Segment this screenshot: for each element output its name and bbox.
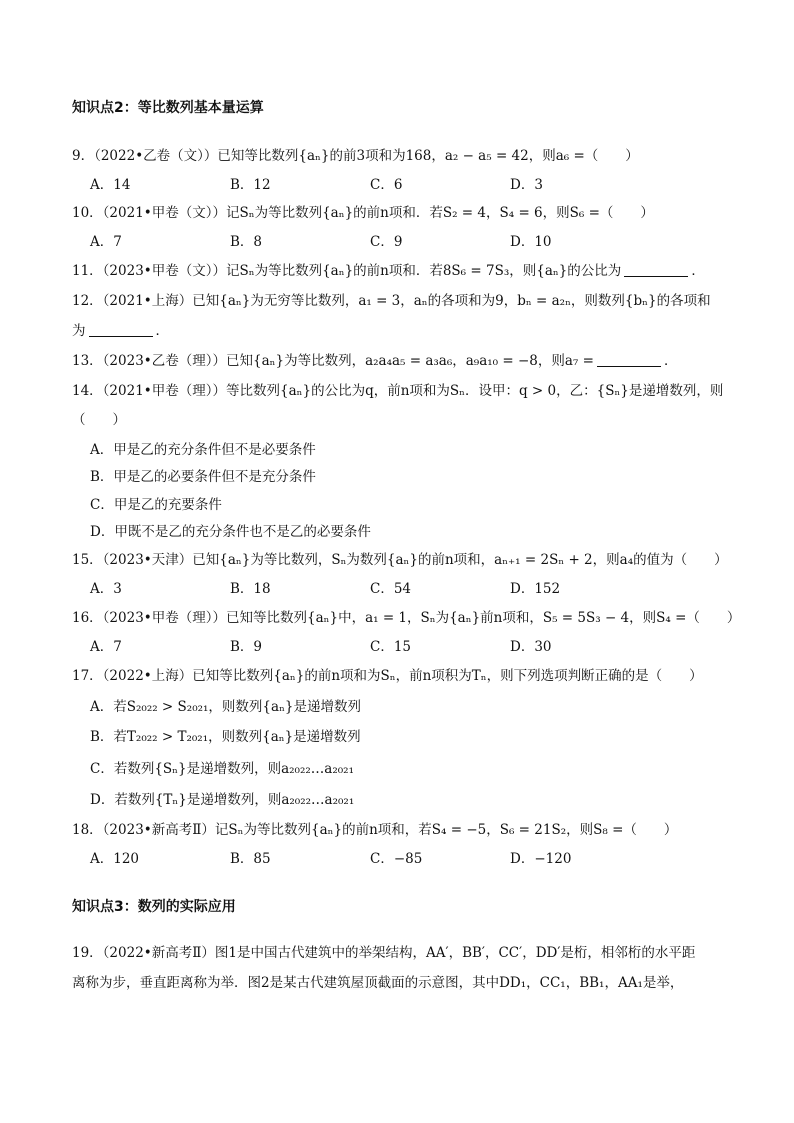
question-12-stem: 12．（2021•上海）已知{aₙ}为无穷等比数列，a₁ = 3，aₙ的各项和为9，bₙ = a₂ₙ，则数列{bₙ}的各项和 — [72, 293, 711, 309]
question-14-choice-a: A．甲是乙的充分条件但不是必要条件 — [90, 442, 316, 458]
choice-a: A．3 — [90, 581, 122, 597]
question-14-choice-d: D．甲既不是乙的充分条件也不是乙的必要条件 — [90, 524, 371, 540]
choice-b: B．85 — [230, 851, 271, 867]
question-14-cont: （ ） — [72, 412, 126, 428]
choice-c: C．54 — [370, 581, 412, 597]
choice-d: D．3 — [510, 177, 543, 193]
question-14-choice-c: C．甲是乙的充要条件 — [90, 497, 222, 513]
question-11-tail: ． — [691, 263, 705, 279]
choice-b: B．9 — [230, 639, 263, 655]
question-16-choices — [90, 638, 710, 656]
question-12-cont-text: 为 — [72, 323, 86, 339]
question-11-stem: 11．（2023•甲卷（文））记Sₙ为等比数列{aₙ}的前n项和．若8S₆ = 7S₃，则{aₙ}的公比为 — [72, 263, 622, 279]
question-19-line1: 19．（2022•新高考Ⅱ）图1是中国古代建筑中的举架结构，AA′，BB′，CC′，DD′是桁，相邻桁的水平距 — [72, 945, 696, 961]
question-12-cont — [72, 322, 169, 340]
question-19-line2: 离称为步，垂直距离称为举．图2是某古代建筑屋顶截面的示意图，其中DD₁，CC₁，BB₁，AA₁是举， — [72, 975, 684, 991]
choice-d: D．−120 — [510, 851, 572, 867]
choice-b: B．8 — [230, 234, 263, 250]
question-16-stem: 16．（2023•甲卷（理））已知等比数列{aₙ}中，a₁ = 1，Sₙ为{aₙ}前n项和，S₅ = 5S₃ − 4，则S₄ =（ ） — [72, 610, 741, 626]
question-12-tail: ． — [155, 323, 169, 339]
question-17-choice-a: A．若S₂₀₂₂ > S₂₀₂₁，则数列{aₙ}是递增数列 — [90, 699, 362, 715]
question-9-choices — [90, 176, 710, 194]
question-14-choice-b: B．甲是乙的必要条件但不是充分条件 — [90, 469, 316, 485]
question-13 — [72, 352, 677, 370]
choice-c: C．15 — [370, 639, 412, 655]
question-15-stem: 15．（2023•天津）已知{aₙ}为等比数列，Sₙ为数列{aₙ}的前n项和，aₙ₊₁ = 2Sₙ + 2，则a₄的值为（ ） — [72, 552, 728, 568]
question-10-choices — [90, 233, 710, 251]
section-heading-3: 知识点3：数列的实际应用 — [72, 899, 236, 915]
answer-blank — [624, 262, 688, 277]
question-11 — [72, 262, 705, 280]
question-17-choice-d: D．若数列{Tₙ}是递增数列，则a₂₀₂₂…a₂₀₂₁ — [90, 792, 355, 808]
question-17-choice-b: B．若T₂₀₂₂ > T₂₀₂₁，则数列{aₙ}是递增数列 — [90, 729, 361, 745]
question-14-stem: 14．（2021•甲卷（理））等比数列{aₙ}的公比为q，前n项和为Sₙ．设甲：q > 0，乙：{Sₙ}是递增数列，则 — [72, 383, 724, 399]
choice-c: C．9 — [370, 234, 403, 250]
question-13-stem: 13．（2023•乙卷（理））已知{aₙ}为等比数列，a₂a₄a₅ = a₃a₆，a₉a₁₀ = −8，则a₇ = — [72, 353, 594, 369]
question-18-choices — [90, 850, 710, 868]
question-13-tail: ． — [663, 353, 678, 369]
question-18-stem: 18．（2023•新高考Ⅱ）记Sₙ为等比数列{aₙ}的前n项和，若S₄ = −5，S₆ = 21S₂，则S₈ =（ ） — [72, 822, 678, 838]
choice-d: D．10 — [510, 234, 552, 250]
choice-b: B．12 — [230, 177, 271, 193]
question-15-choices — [90, 580, 710, 598]
answer-blank — [597, 352, 661, 367]
choice-a: A．120 — [90, 851, 140, 867]
choice-c: C．−85 — [370, 851, 423, 867]
question-10-stem: 10．（2021•甲卷（文））记Sₙ为等比数列{aₙ}的前n项和．若S₂ = 4，S₄ = 6，则S₆ =（ ） — [72, 205, 654, 221]
choice-b: B．18 — [230, 581, 271, 597]
choice-a: A．7 — [90, 234, 122, 250]
section-heading-2: 知识点2：等比数列基本量运算 — [72, 100, 264, 116]
choice-c: C．6 — [370, 177, 403, 193]
answer-blank — [89, 322, 153, 337]
question-17-stem: 17．（2022•上海）已知等比数列{aₙ}的前n项和为Sₙ，前n项积为Tₙ，则下列选项判断正确的是（ ） — [72, 668, 703, 684]
choice-d: D．30 — [510, 639, 552, 655]
question-9-stem: 9．（2022•乙卷（文））已知等比数列{aₙ}的前3项和为168，a₂ − a₅ = 42，则a₆ =（ ） — [72, 148, 639, 164]
choice-a: A．14 — [90, 177, 131, 193]
choice-a: A．7 — [90, 639, 122, 655]
choice-d: D．152 — [510, 581, 561, 597]
question-17-choice-c: C．若数列{Sₙ}是递增数列，则a₂₀₂₂…a₂₀₂₁ — [90, 761, 354, 777]
